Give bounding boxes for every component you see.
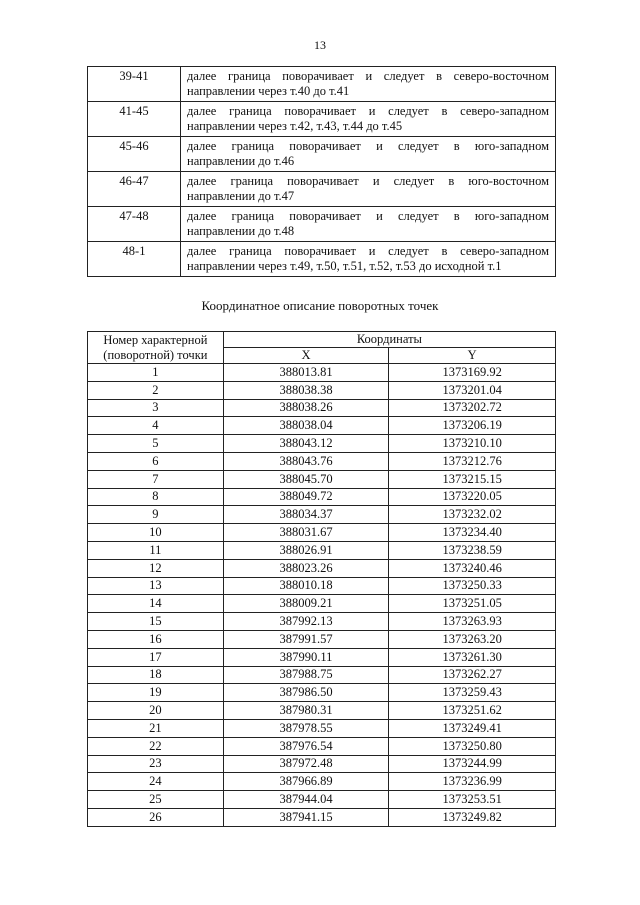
page-number: 13 <box>314 38 326 52</box>
description-line1: далее граница поворачивает и следует в северо-восточном <box>187 69 549 83</box>
point-number-cell: 18 <box>88 666 224 684</box>
segment-description <box>181 207 556 242</box>
coords-row <box>88 488 556 506</box>
segment-cell: 46-47 <box>88 172 181 207</box>
coords-row <box>88 577 556 595</box>
segment-description <box>181 137 556 172</box>
coord-y-cell: 1373251.62 <box>389 702 556 720</box>
coord-x-cell: 387944.04 <box>223 791 389 809</box>
coords-header-row <box>88 332 556 348</box>
description-line2: направлении через т.40 до т.41 <box>187 84 350 98</box>
coord-x-cell: 387966.89 <box>223 773 389 791</box>
coord-x-cell: 387992.13 <box>223 613 389 631</box>
coord-x-cell: 388031.67 <box>223 524 389 542</box>
coords-row <box>88 737 556 755</box>
coords-row <box>88 452 556 470</box>
coord-y-cell: 1373206.19 <box>389 417 556 435</box>
coords-row <box>88 541 556 559</box>
segment-description <box>181 67 556 102</box>
coord-x-cell: 387976.54 <box>223 737 389 755</box>
segment-description <box>181 172 556 207</box>
point-number-cell: 23 <box>88 755 224 773</box>
description-line1: далее граница поворачивает и следует в юго-западном <box>187 209 549 223</box>
coord-y-cell: 1373250.80 <box>389 737 556 755</box>
coords-row <box>88 399 556 417</box>
coord-x-cell: 388026.91 <box>223 541 389 559</box>
header-coordinates: Координаты <box>223 332 555 348</box>
coord-x-cell: 388038.04 <box>223 417 389 435</box>
segment-cell: 47-48 <box>88 207 181 242</box>
coord-x-cell: 388038.26 <box>223 399 389 417</box>
coord-x-cell: 387990.11 <box>223 648 389 666</box>
coord-x-cell: 387972.48 <box>223 755 389 773</box>
coords-row <box>88 613 556 631</box>
point-number-cell: 26 <box>88 808 224 826</box>
point-number-cell: 11 <box>88 541 224 559</box>
coord-y-cell: 1373249.41 <box>389 719 556 737</box>
boundary-row <box>88 172 556 207</box>
point-number-cell: 15 <box>88 613 224 631</box>
boundary-row <box>88 102 556 137</box>
description-line1: далее граница поворачивает и следует в северо-западном <box>187 104 549 118</box>
coord-y-cell: 1373238.59 <box>389 541 556 559</box>
coord-x-cell: 387978.55 <box>223 719 389 737</box>
coord-x-cell: 388009.21 <box>223 595 389 613</box>
coord-y-cell: 1373253.51 <box>389 791 556 809</box>
coords-row <box>88 559 556 577</box>
coord-y-cell: 1373244.99 <box>389 755 556 773</box>
header-point-line1: Номер характерной <box>103 332 208 347</box>
coords-row <box>88 755 556 773</box>
coord-y-cell: 1373234.40 <box>389 524 556 542</box>
coords-row <box>88 666 556 684</box>
point-number-cell: 8 <box>88 488 224 506</box>
description-line2: направлении до т.46 <box>187 154 295 168</box>
segment-cell: 48-1 <box>88 242 181 277</box>
coord-y-cell: 1373210.10 <box>389 435 556 453</box>
coord-x-cell: 387988.75 <box>223 666 389 684</box>
boundary-row <box>88 242 556 277</box>
description-line1: далее граница поворачивает и следует в юго-западном <box>187 139 549 153</box>
description-line2: направлении через т.49, т.50, т.51, т.52, т.53 до исходной т.1 <box>187 259 502 273</box>
segment-cell: 45-46 <box>88 137 181 172</box>
point-number-cell: 1 <box>88 364 224 382</box>
point-number-cell: 13 <box>88 577 224 595</box>
coord-x-cell: 387991.57 <box>223 630 389 648</box>
point-number-cell: 22 <box>88 737 224 755</box>
coord-y-cell: 1373261.30 <box>389 648 556 666</box>
point-number-cell: 14 <box>88 595 224 613</box>
coord-x-cell: 388049.72 <box>223 488 389 506</box>
header-x: X <box>223 348 389 364</box>
description-line1: далее граница поворачивает и следует в юго-восточном <box>187 174 549 188</box>
segment-description <box>181 102 556 137</box>
description-line2: направлении через т.42, т.43, т.44 до т.45 <box>187 119 403 133</box>
coords-row <box>88 773 556 791</box>
point-number-cell: 2 <box>88 381 224 399</box>
coords-row <box>88 435 556 453</box>
coord-y-cell: 1373202.72 <box>389 399 556 417</box>
coord-x-cell: 388045.70 <box>223 470 389 488</box>
coords-row <box>88 719 556 737</box>
coord-x-cell: 388038.38 <box>223 381 389 399</box>
point-number-cell: 5 <box>88 435 224 453</box>
coord-x-cell: 388023.26 <box>223 559 389 577</box>
coord-y-cell: 1373201.04 <box>389 381 556 399</box>
point-number-cell: 19 <box>88 684 224 702</box>
coord-y-cell: 1373232.02 <box>389 506 556 524</box>
header-y: Y <box>389 348 556 364</box>
point-number-cell: 4 <box>88 417 224 435</box>
point-number-cell: 6 <box>88 452 224 470</box>
coords-row <box>88 684 556 702</box>
coord-y-cell: 1373212.76 <box>389 452 556 470</box>
point-number-cell: 16 <box>88 630 224 648</box>
coords-row <box>88 417 556 435</box>
point-number-cell: 9 <box>88 506 224 524</box>
coords-table-body <box>88 364 556 827</box>
coords-row <box>88 595 556 613</box>
point-number-cell: 20 <box>88 702 224 720</box>
coords-row <box>88 524 556 542</box>
point-number-cell: 7 <box>88 470 224 488</box>
coord-x-cell: 388043.76 <box>223 452 389 470</box>
boundary-description-table <box>87 66 556 277</box>
coords-row <box>88 791 556 809</box>
boundary-table-body <box>88 67 556 277</box>
coord-x-cell: 387941.15 <box>223 808 389 826</box>
coord-y-cell: 1373259.43 <box>389 684 556 702</box>
point-number-cell: 17 <box>88 648 224 666</box>
header-point-number <box>88 332 224 364</box>
coordinates-table <box>87 331 556 827</box>
coord-y-cell: 1373240.46 <box>389 559 556 577</box>
segment-cell: 39-41 <box>88 67 181 102</box>
point-number-cell: 24 <box>88 773 224 791</box>
coord-x-cell: 388034.37 <box>223 506 389 524</box>
coord-y-cell: 1373169.92 <box>389 364 556 382</box>
point-number-cell: 3 <box>88 399 224 417</box>
coords-row <box>88 470 556 488</box>
header-point-line2: (поворотной) точки <box>103 347 208 362</box>
point-number-cell: 12 <box>88 559 224 577</box>
point-number-cell: 25 <box>88 791 224 809</box>
coords-row <box>88 364 556 382</box>
coord-y-cell: 1373251.05 <box>389 595 556 613</box>
coords-row <box>88 381 556 399</box>
coords-row <box>88 702 556 720</box>
coord-y-cell: 1373262.27 <box>389 666 556 684</box>
coord-y-cell: 1373250.33 <box>389 577 556 595</box>
coords-row <box>88 630 556 648</box>
description-line2: направлении до т.47 <box>187 189 295 203</box>
segment-cell: 41-45 <box>88 102 181 137</box>
description-line1: далее граница поворачивает и следует в северо-западном <box>187 244 549 258</box>
coord-y-cell: 1373249.82 <box>389 808 556 826</box>
description-line2: направлении до т.48 <box>187 224 295 238</box>
coord-x-cell: 388010.18 <box>223 577 389 595</box>
boundary-row <box>88 137 556 172</box>
boundary-row <box>88 67 556 102</box>
coord-x-cell: 387980.31 <box>223 702 389 720</box>
coords-row <box>88 648 556 666</box>
coord-y-cell: 1373215.15 <box>389 470 556 488</box>
coord-y-cell: 1373220.05 <box>389 488 556 506</box>
coord-y-cell: 1373263.20 <box>389 630 556 648</box>
point-number-cell: 10 <box>88 524 224 542</box>
coord-x-cell: 387986.50 <box>223 684 389 702</box>
coord-y-cell: 1373263.93 <box>389 613 556 631</box>
boundary-row <box>88 207 556 242</box>
coord-y-cell: 1373236.99 <box>389 773 556 791</box>
coords-row <box>88 808 556 826</box>
coord-x-cell: 388013.81 <box>223 364 389 382</box>
point-number-cell: 21 <box>88 719 224 737</box>
segment-description <box>181 242 556 277</box>
coord-x-cell: 388043.12 <box>223 435 389 453</box>
coords-row <box>88 506 556 524</box>
section-title: Координатное описание поворотных точек <box>201 298 439 313</box>
